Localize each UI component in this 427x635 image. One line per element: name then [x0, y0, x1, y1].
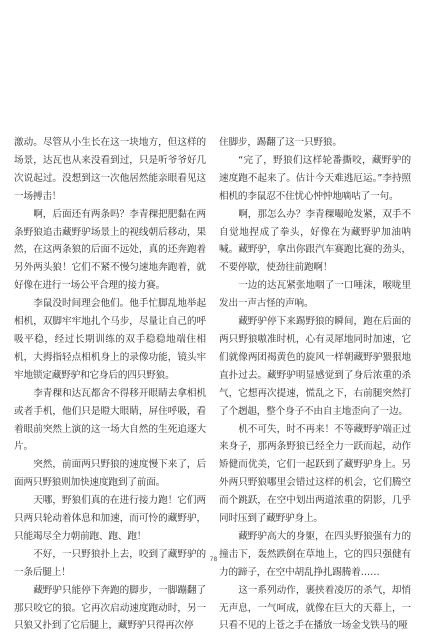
- paragraph: 这一系列动作，裹挟着凌厉的杀气，却悄无声息，一气呵成，就像在巨大的天幕上，一只看不见的上苍之手在播放一场金戈铁马的哑: [219, 584, 411, 632]
- paragraph: 啊，后面还有两条吗？李青稞把肥黏在两条野狼追击藏野驴场景上的视线朝后移动，果然，在这两条狼的后面不远处，真的还奔跑着另外两头狼！它们不紧不慢匀速地奔跑着，就好像在进行一场公平合理的接力赛。: [14, 208, 206, 292]
- paragraph: 啊，那怎么办？李青稞嘬呛发紧，双手不自觉地捏成了拳头，好像在为藏野驴加油呐喊。藏野驴，拿出你跟汽车赛跑比赛的劲头，不要停歇，使劲往前跑啊！: [219, 208, 411, 274]
- paragraph: 不好，一只野狼扑上去，咬到了藏野驴的一条后腿上！: [14, 548, 206, 578]
- paragraph: 藏野驴高大的身躯，在四头野狼强有力的撞击下，轰然跌倒在草地上，它的四只强健有力的蹄子，在空中胡乱挣扎踢腾着……: [219, 530, 411, 578]
- paragraph: 住脚步，踢翻了这一只野狼。: [219, 137, 342, 148]
- paragraph: “完了，野狼们这样轮番撕咬，藏野驴的速度跑不起来了。估计今天难逃厄运。”李持照相机的李鼠忍不住忧心忡忡地嘀咕了一句。: [219, 154, 411, 202]
- paragraph: 天哪，野狼们真的在进行接力跑！它们两只两只轮动着体息和加速，而可怜的藏野驴，只能竭尽全力朝前跑、跑、跑！: [14, 495, 206, 542]
- paragraph: 一边的达瓦紧张地咽了一口唾沫，喉咙里发出一声古怪的声响。: [219, 280, 411, 310]
- paragraph: 突然，前面两只野狼的速度慢下来了，后面两只野狼则加快速度跑到了前面。: [14, 459, 206, 489]
- page-number: 78: [209, 556, 218, 563]
- paragraph: 藏野驴停下来踢野狼的瞬间，跑在后面的两只野狼嗷准时机，心有灵犀地同时加速，它们就像两团褐黄色的旋风一样朝藏野驴猥狠地直扑过去。藏野驴明显感觉到了身后浓重的杀气，它想再次提速，慌乱之下，右前腿突然打了个趔趄，整个身子不由自主地歪向了一边。: [219, 316, 411, 417]
- paragraph: 激动。尽管从小生长在这一块地方，但这样的场景，达瓦也从来没看到过，只是听爷爷好几次说起过。没想到这一次他居然能亲眼看见这一场搏击！: [14, 137, 206, 202]
- paragraph: 李鼠没时间理会他们。他手忙脚乱地举起相机，双脚牢牢地扎个马步，尽量让自己的呼吸平稳，经过长期训练的双手稳稳地端住相机，大拇指轻点相机身上的录像功能，镜头牢牢地锁定藏野驴和它身后的四只野狼。: [14, 298, 206, 381]
- paragraph: 李青稞和达瓦都舍不得移开眼睛去拿相机或者手机，他们只是瞪大眼睛，屏住呼吸，看着眼前突然上演的这一场大自然的生死追逐大片。: [14, 387, 206, 453]
- paragraph: 机不可失，时不再来！不等藏野驴端正过来身子，那两条野狼已经全力一跃而起，动作矫健而优美，它们一起跃到了藏野驴身上。另外两只野狼哪里会错过这样的机会，它们腾空而个跳跃，在空中划出两道浓重的阴影，几乎同时压到了藏野驴身上。: [219, 423, 411, 525]
- paragraph: 藏野驴只能停下奔跑的脚步，一脚蹦翻了那只咬它的狼。它再次启动速度跑动时，另一只狼又扑到了它后腿上，藏野驴只得再次停: [14, 584, 206, 632]
